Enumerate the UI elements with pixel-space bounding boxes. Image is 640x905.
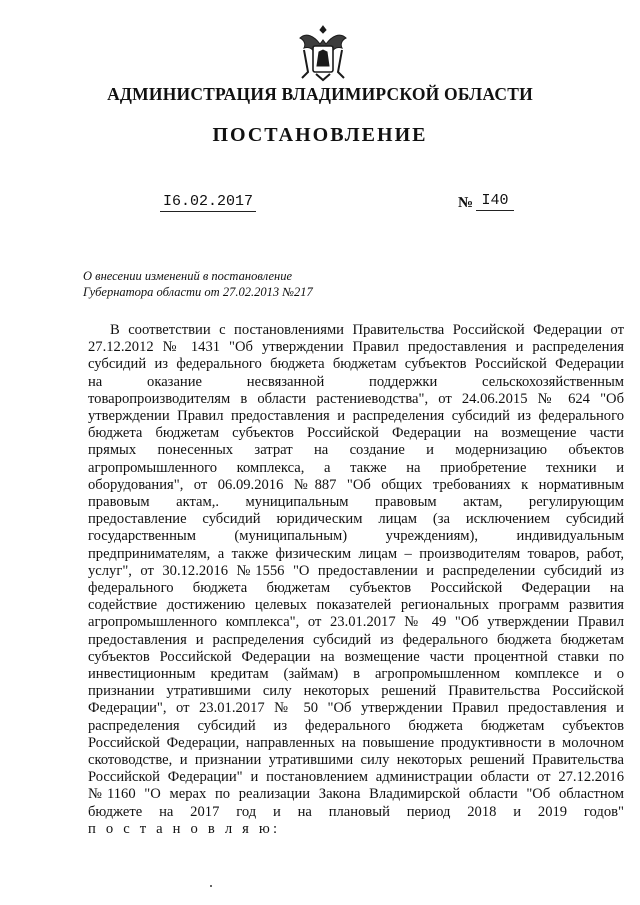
body-line: 27.12.2012 № 1431 "Об утверждении Правил предоставления и распределения (88, 339, 624, 356)
body-line: утверждении Правил предоставления и распределения субсидий из федерального (88, 408, 624, 425)
document-type: ПОСТАНОВЛЕНИЕ (212, 124, 428, 146)
body-line: бюджета бюджетам субъектов Российской Федерации на возмещение части (88, 425, 624, 442)
body-line: правовым актам,. муниципальным правовым актам, регулирующим (88, 494, 624, 511)
body-line: признании утратившими силу некоторых решений Правительства Российской (88, 683, 624, 700)
body-line: оборудования", от 06.09.2016 №887 "Об общих требованиях к нормативным (88, 476, 624, 493)
body-line: государственным (муниципальным) учреждениям), индивидуальным (88, 528, 624, 545)
coat-of-arms-emblem (296, 22, 350, 82)
body-line: на оказание несвязанной поддержки сельскохозяйственным (88, 373, 624, 390)
body-line: содействие достижению целевых показателей региональных программ развития (88, 597, 624, 614)
body-line: бюджете на 2017 год и на плановый период 2018 и 2019 годов" (88, 803, 624, 820)
body-line: агропромышленного комплекса", от 23.01.2017 № 49 "Об утверждении Правил (88, 614, 624, 631)
body-line: прямых понесенных затрат на создание и модернизацию объектов (88, 442, 624, 459)
body-line: В соответствии с постановлениями Правительства Российской Федерации от (110, 322, 624, 338)
body-line: предпринимателям, а также физическим лицам – производителям товаров, работ, (88, 545, 624, 562)
body-line: услуг", от 30.12.2016 №1556 "О предоставлении и распределении субсидий из (88, 562, 624, 579)
number-sign: № (458, 195, 474, 211)
subject-line: О внесении изменений в постановление (83, 269, 293, 283)
document-date: I6.02.2017 (160, 193, 256, 212)
body-line: субъектов Российской Федерации на возмещение части процентной ставки по (88, 648, 624, 665)
body-line: инвестиционным кредитам (займам) в агропромышленном комплексе и о (88, 666, 624, 683)
document-subject (83, 268, 383, 300)
body-line: Российской Федерации" и постановлением администрации области от 27.12.2016 (88, 769, 624, 786)
body-line: товаропроизводителям в области растениеводства", от 24.06.2015 № 624 "Об (88, 390, 624, 407)
body-line: федерального бюджета бюджетам субъектов Российской Федерации на (88, 580, 624, 597)
body-line: предоставление субсидий юридическим лицам (за исключением субсидий (88, 511, 624, 528)
body-line: распределения субсидий из федерального бюджета бюджетам субъектов (88, 717, 624, 734)
subject-line: Губернатора области от 27.02.2013 №217 (83, 285, 313, 299)
body-line: Федерации", от 23.01.2017 № 50 "Об утверждении Правил предоставления и (88, 700, 624, 717)
body-line: скотоводстве, и признании утратившими силу некоторых решений Правительства (88, 752, 624, 769)
body-line: предоставления и распределения субсидий из федерального бюджета бюджетам (88, 631, 624, 648)
scan-speck (210, 885, 212, 887)
body-line: Российской Федерации, направленных на повышение продуктивности в молочном (88, 734, 624, 751)
organization-name: АДМИНИСТРАЦИЯ ВЛАДИМИРСКОЙ ОБЛАСТИ (107, 84, 533, 104)
body-line: агропромышленного комплекса, а также на приобретение техники и (88, 459, 624, 476)
document-body (88, 322, 624, 838)
document-number: I40 (476, 192, 514, 211)
body-line: субсидий из федерального бюджета бюджетам субъектов Российской Федерации (88, 356, 624, 373)
body-line: №1160 "О мерах по реализации Закона Владимирской области "Об областном (88, 786, 624, 803)
resolution-word: п о с т а н о в л я ю: (88, 820, 281, 837)
